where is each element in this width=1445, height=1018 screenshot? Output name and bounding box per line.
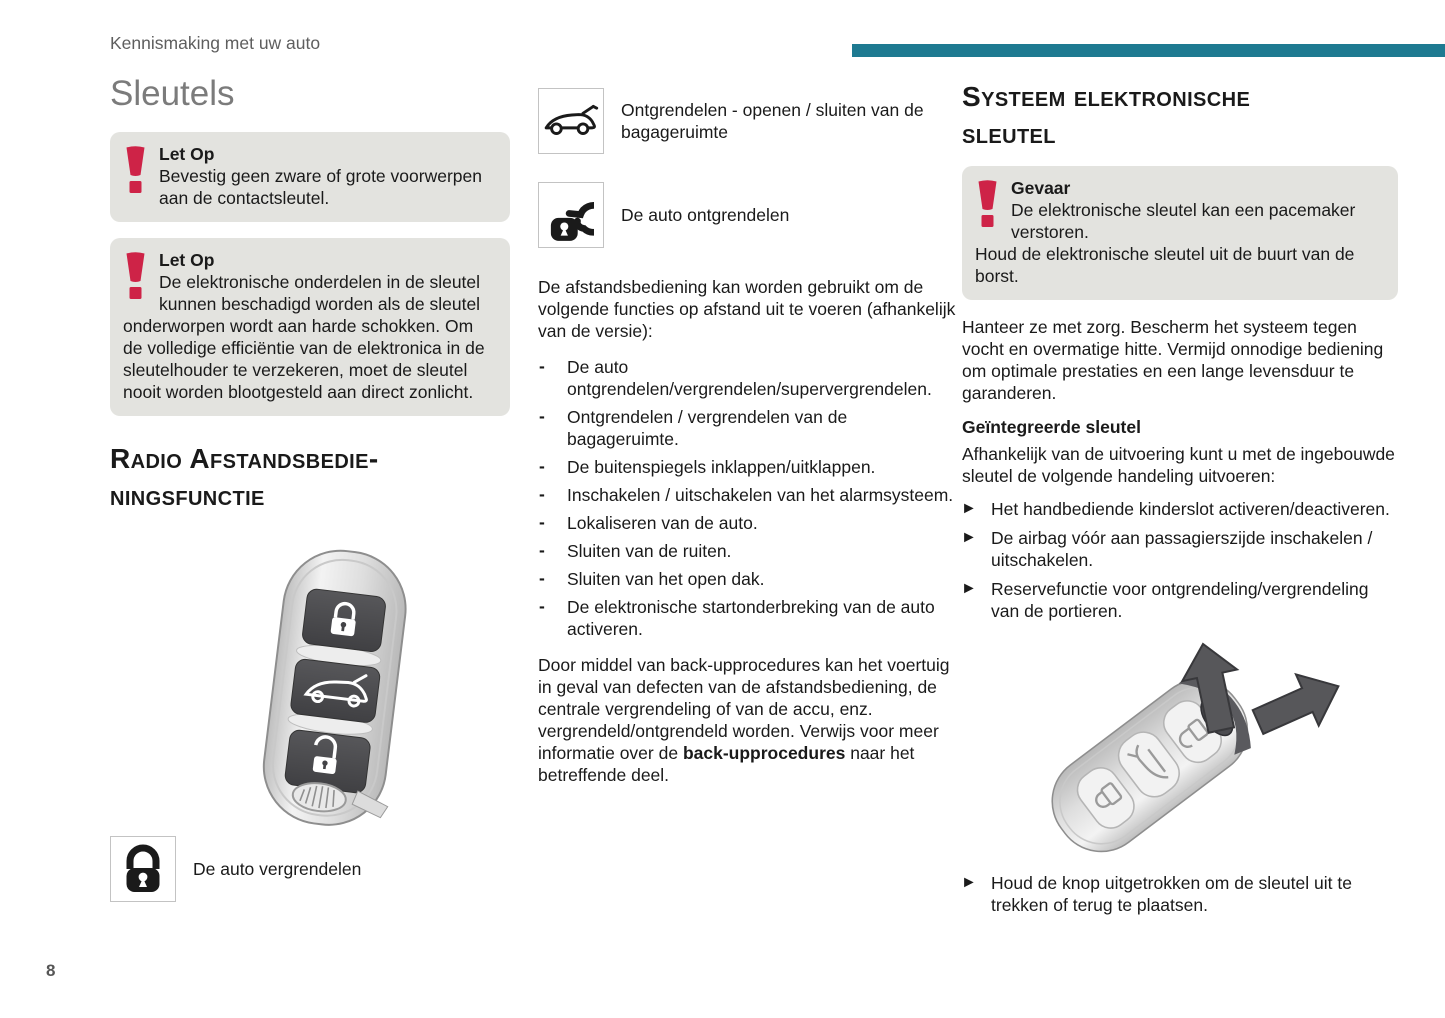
- backup-procedures-bold: back-upprocedures: [682, 743, 846, 763]
- key-fob-with-key-release-illustration: [966, 634, 1366, 866]
- warning-text: De elektronische onderdelen in de sleutel kunnen beschadigd worden als de sleutel onderworpen wordt aan harde schokken. Om de volledige efficiëntie van de elektronica in de sleutelhouder te verzekeren, moet de sleutel nooit worden blootgesteld aan direct zonlicht.: [123, 272, 485, 402]
- section-heading-remote: Radio Afstandsbedie- ningsfunctie: [110, 443, 379, 511]
- triangle-bullet-icon: ►: [961, 500, 977, 517]
- boot-caption: Ontgrendelen - openen / sluiten van de bagageruimte: [621, 100, 924, 142]
- page-title: Sleutels: [110, 74, 235, 113]
- remote-intro: De afstandsbediening kan worden gebruikt om de volgende functies op afstand uit te voeren (afhankelijk van de versie):: [538, 277, 956, 341]
- danger-title: Gevaar: [1011, 178, 1071, 198]
- remote-function-list: [538, 356, 958, 640]
- exclamation-icon: [977, 180, 998, 227]
- list-item: - Lokaliseren van de auto.: [539, 512, 758, 533]
- car-boot-icon: [543, 103, 599, 139]
- boot-pictogram-box: [538, 88, 604, 154]
- danger-text-2: Houd de elektronische sleutel uit de buurt van de borst.: [975, 244, 1355, 286]
- exclamation-icon: [125, 252, 146, 299]
- warning-title: Let Op: [159, 144, 215, 164]
- list-item: - Sluiten van de ruiten.: [539, 540, 732, 561]
- list-item: ► Reservefunctie voor ontgrendeling/vergrendeling van de portieren.: [961, 579, 1369, 621]
- lock-caption-row: [110, 836, 510, 902]
- key-release-instruction: [962, 872, 1398, 916]
- danger-box: [962, 166, 1398, 300]
- unlock-caption: De auto ontgrendelen: [621, 205, 790, 225]
- running-header: Kennismaking met uw auto: [110, 33, 321, 53]
- list-item: - De elektronische startonderbreking van de auto activeren.: [539, 596, 935, 639]
- lock-open-icon: [548, 187, 594, 243]
- list-item: - De auto ontgrendelen/vergrendelen/supervergrendelen.: [539, 356, 932, 399]
- column-right: [962, 78, 1398, 926]
- integrated-key-actions: [962, 498, 1398, 622]
- warning-box-1: [110, 132, 510, 222]
- unlock-caption-row: [538, 182, 958, 248]
- list-item: ► Het handbediende kinderslot activeren/deactiveren.: [961, 499, 1390, 519]
- integrated-key-subheading: Geïntegreerde sleutel: [962, 417, 1141, 437]
- key-fob-illustration: [222, 544, 444, 836]
- warning-box-2: [110, 238, 510, 416]
- section-heading-electronic-key: Systeem elektronische sleutel: [962, 81, 1251, 149]
- list-item: - Inschakelen / uitschakelen van het alarmsysteem.: [539, 484, 954, 505]
- list-item: - Sluiten van het open dak.: [539, 568, 765, 589]
- arrow-right-icon: [1247, 661, 1350, 748]
- triangle-bullet-icon: ►: [961, 874, 977, 891]
- exclamation-icon: [125, 146, 146, 193]
- danger-text-1: De elektronische sleutel kan een pacemaker verstoren.: [1011, 200, 1356, 242]
- column-left: [110, 74, 510, 930]
- triangle-bullet-icon: ►: [961, 580, 977, 597]
- list-item: - De buitenspiegels inklappen/uitklappen.: [539, 456, 876, 477]
- page-number: 8: [46, 961, 56, 980]
- warning-title: Let Op: [159, 250, 215, 270]
- list-item: ► Houd de knop uitgetrokken om de sleutel uit te trekken of terug te plaatsen.: [961, 873, 1352, 915]
- backup-paragraph: Door middel van back-upprocedures kan het voertuig in geval van defecten van de afstandsbediening, de centrale vergrendeling of van de accu, enz. vergrendeld/ontgrendeld worden. Verwijs voor meer informatie over de back-upprocedures naar het betreffende deel.: [538, 655, 950, 785]
- triangle-bullet-icon: ►: [961, 529, 977, 546]
- lock-caption: De auto vergrendelen: [193, 859, 362, 879]
- accent-bar: [852, 44, 1445, 57]
- warning-text: Bevestig geen zware of grote voorwerpen aan de contactsleutel.: [159, 166, 482, 208]
- lock-pictogram-box: [110, 836, 176, 902]
- list-item: - Ontgrendelen / vergrendelen van de bagageruimte.: [539, 406, 848, 449]
- list-item: ► De airbag vóór aan passagierszijde inschakelen / uitschakelen.: [961, 528, 1373, 570]
- lock-closed-icon: [123, 841, 163, 898]
- boot-caption-row: [538, 88, 958, 154]
- care-paragraph: Hanteer ze met zorg. Bescherm het systeem tegen vocht en overmatige hitte. Vermijd onnodige bediening om optimale prestaties en een lange levensduur te garanderen.: [962, 317, 1384, 403]
- integrated-key-paragraph: Afhankelijk van de uitvoering kunt u met de ingebouwde sleutel de volgende handeling uitvoeren:: [962, 444, 1395, 486]
- unlock-pictogram-box: [538, 182, 604, 248]
- column-middle: [538, 88, 958, 797]
